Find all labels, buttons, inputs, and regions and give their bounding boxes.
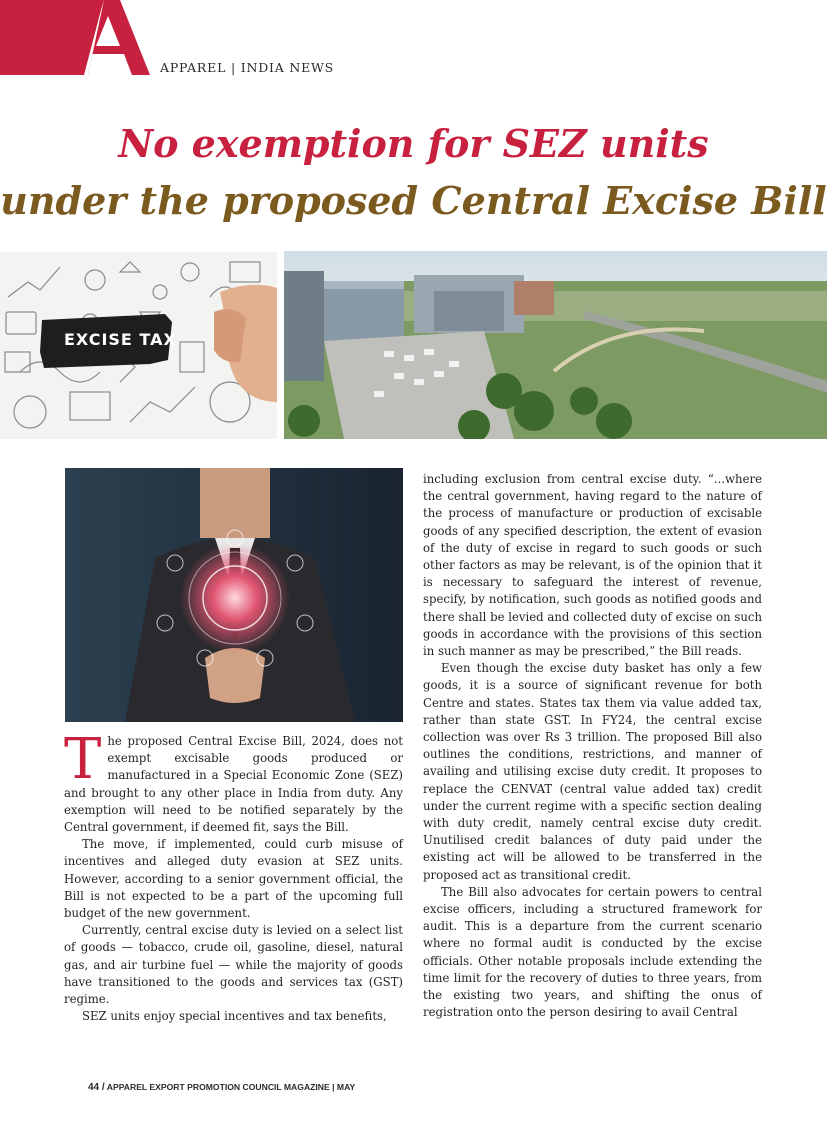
article-left-column xyxy=(64,727,403,1025)
sez-aerial-photo-graphic xyxy=(284,251,827,439)
magazine-logo xyxy=(0,0,150,75)
article-right-column xyxy=(423,471,762,1022)
logo-letter-a-graphic xyxy=(0,0,150,75)
excise-tax-image-label: EXCISE TAX xyxy=(64,330,177,349)
article-paragraph: Currently, central excise duty is levied on a select list of goods — tobacco, crude oil, gasoline, diesel, natural gas, and air turbine fuel — while the majority of goods have transitioned to the goods and services tax (GST) regime. xyxy=(64,923,403,1007)
page-number: 44 / xyxy=(88,1082,105,1093)
article-paragraph: The Bill also advocates for certain powers to central excise officers, including a structured framework for audit. This is a departure from the current scenario where no formal audit is conducted by the excise officials. Other notable proposals include extending the time limit for the recovery of duties to three years, from the existing two years, and shifting the onus of registration onto the person desiring to avail Central xyxy=(423,884,762,1020)
article-paragraph: The move, if implemented, could curb misuse of incentives and alleged duty evasion at SEZ units. However, according to a senior government official, the Bill is not expected to be a part of the upcoming full budget of the new government. xyxy=(64,837,403,921)
businessman-photo-graphic xyxy=(65,468,403,722)
drop-cap: T xyxy=(64,727,102,792)
excise-tax-image xyxy=(0,252,277,439)
paragraph-text: he proposed Central Excise Bill, 2024, does not exempt excisable goods produced or manufactured in a Special Economic Zone (SEZ) and brought to any other place in India from duty. Any exemption will need to be notified separately by the Central government, if deemed fit, says the Bill. xyxy=(64,734,403,835)
article-paragraph: Even though the excise duty basket has only a few goods, it is a source of significant revenue for both Centre and states. States tax them via value added tax, rather than state GST. In FY24, the central excise collection was over Rs 3 trillion. The proposed Bill also outlines the conditions, restrictions, and manner of availing and utilising excise duty credit. It proposes to replace the CENVAT (central value added tax) credit under the current regime with a specific section dealing with duty credit, namely central excise duty credit. Unutilised credit balances of duty paid under the existing act will be allowed to be transferred in the proposed act as transitional credit. xyxy=(423,661,762,882)
article-paragraph: SEZ units enjoy special incentives and tax benefits, xyxy=(82,1009,387,1024)
sez-aerial-image xyxy=(284,251,827,439)
article-paragraph: including exclusion from central excise duty. “...where the central government, having regard to the nature of the process of manufacture or production of excisable goods of any specified description, the extent of evasion of the duty of excise in regard to such goods or such other factors as may be relevant, is of the opinion that it is necessary to safeguard the interest of revenue, specify, by notification, such goods as notified goods and there shall be levied and collected duty of excise on such goods in accordance with the provisions of this section in such manner as may be prescribed,” the Bill reads. xyxy=(423,472,762,659)
headline-line-2: under the proposed Central Excise Bill xyxy=(0,178,827,223)
section-label: APPAREL | INDIA NEWS xyxy=(160,60,335,75)
publication-name: APPAREL EXPORT PROMOTION COUNCIL MAGAZINE | MAY xyxy=(104,1082,356,1092)
businessman-digital-image xyxy=(65,468,403,722)
headline-line-1: No exemption for SEZ units xyxy=(118,121,709,166)
page-footer xyxy=(88,1082,355,1093)
article-paragraph xyxy=(64,727,403,836)
